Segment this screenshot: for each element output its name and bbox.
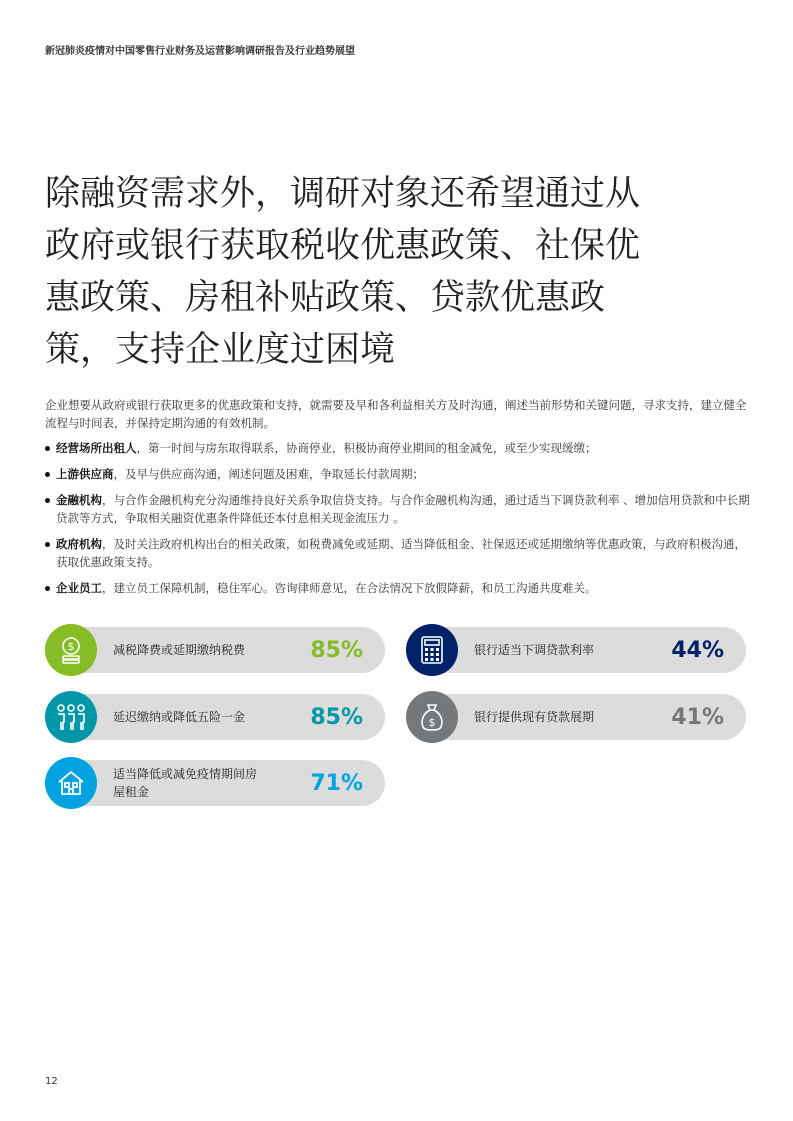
- headline-line: 策，支持企业度过困境: [45, 330, 396, 370]
- bullet-text: ，与合作金融机构充分沟通维持良好关系争取信贷支持。与合作金融机构沟通，通过适当下调贷款利率 、增加信用贷款和中长期贷款等方式，争取相关融资优惠条件降低还本付息相关现金流压力 。: [56, 493, 750, 525]
- stat-rent-relief: [47, 760, 385, 806]
- stat-value: 85%: [310, 637, 363, 663]
- stat-value: 71%: [310, 770, 363, 796]
- stat-value: 44%: [671, 637, 724, 663]
- calculator-icon: [406, 624, 458, 676]
- bullet-term: 经营场所出租人: [56, 441, 137, 455]
- bullet-text: ，及早与供应商沟通，阐述问题及困难，争取延长付款周期；: [113, 467, 424, 481]
- coins-icon: [45, 624, 97, 676]
- stat-label: 银行适当下调贷款利率: [474, 643, 595, 657]
- house-icon: [45, 757, 97, 809]
- stat-value: 85%: [310, 704, 363, 730]
- bullet-text: ，第一时间与房东取得联系，协商停业，积极协商停业期间的租金减免，或至少实现缓缴；: [136, 441, 597, 455]
- stat-label: 适当降低或减免疫情期间房屋租金: [113, 767, 258, 799]
- bullet-term: 金融机构: [56, 493, 102, 507]
- stat-label: 延迟缴纳或降低五险一金: [113, 710, 246, 724]
- list-item: [45, 579, 755, 597]
- money-bag-icon: [406, 691, 458, 743]
- bullet-text: ，建立员工保障机制，稳住军心。咨询律师意见，在合法情况下放假降薪，和员工沟通共度难关。: [102, 581, 597, 595]
- stat-label: 减税降费或延期缴纳税费: [113, 643, 246, 657]
- bullet-text: ，及时关注政府机构出台的相关政策，如税费减免或延期、适当降低租金、社保返还或延期缴纳等优惠政策，与政府积极沟通，获取优惠政策支持。: [56, 537, 746, 569]
- headline-line: 政府或银行获取税收优惠政策、社保优: [45, 226, 641, 266]
- list-item: [45, 535, 755, 571]
- list-item: [45, 439, 755, 457]
- stat-social-insurance: [47, 694, 385, 740]
- list-item: [45, 465, 755, 483]
- svg-text:$: $: [428, 716, 436, 729]
- stat-value: 41%: [671, 704, 724, 730]
- people-icon: [45, 691, 97, 743]
- stat-tax-relief: [47, 627, 385, 673]
- svg-text:$: $: [67, 640, 75, 653]
- bullet-term: 政府机构: [56, 537, 102, 551]
- stat-loan-rate: [408, 627, 746, 673]
- stakeholder-list: [45, 439, 755, 605]
- headline-line: 除融资需求外，调研对象还希望通过从: [45, 174, 641, 214]
- list-item: [45, 491, 755, 527]
- page-number: 12: [45, 1076, 58, 1087]
- bullet-term: 上游供应商: [56, 467, 114, 481]
- intro-paragraph: 企业想要从政府或银行获取更多的优惠政策和支持，就需要及早和各利益相关方及时沟通，阐述当前形势和关键问题，寻求支持，建立健全流程与时间表，并保持定期沟通的有效机制。: [45, 398, 747, 430]
- bullet-term: 企业员工: [56, 581, 102, 595]
- stat-label: 银行提供现有贷款展期: [474, 710, 595, 724]
- page-headline: [45, 168, 755, 376]
- headline-line: 惠政策、房租补贴政策、贷款优惠政: [45, 278, 606, 318]
- stat-loan-extension: [408, 694, 746, 740]
- report-title: 新冠肺炎疫情对中国零售行业财务及运营影响调研报告及行业趋势展望: [45, 46, 355, 57]
